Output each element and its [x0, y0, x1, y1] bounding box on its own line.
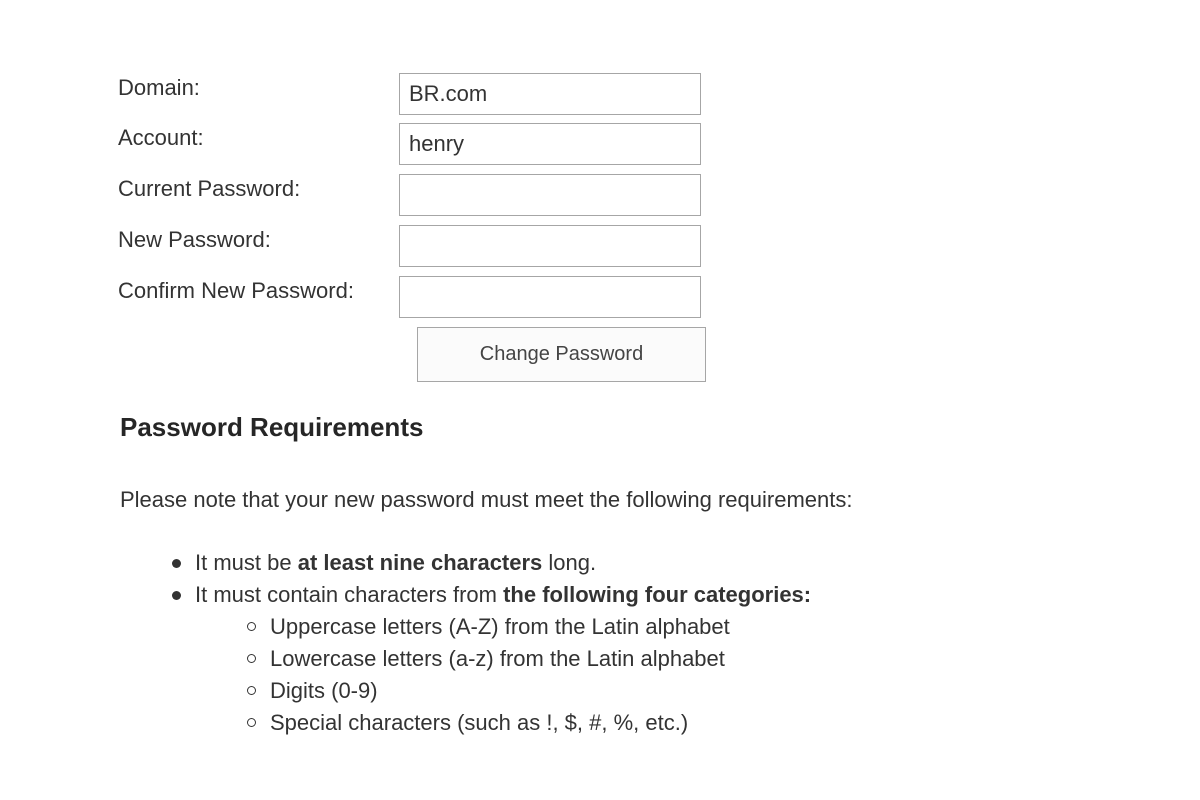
category-item	[245, 707, 811, 739]
bullet-disc-icon	[172, 559, 181, 568]
bullet-circle-icon	[247, 718, 256, 727]
requirement-emphasis: the following four categories:	[503, 582, 812, 607]
requirements-intro: Please note that your new password must meet the following requirements:	[120, 487, 853, 512]
bullet-disc-icon	[172, 591, 181, 600]
confirm-password-label: Confirm New Password:	[118, 278, 354, 303]
requirement-text: It must be	[195, 550, 298, 575]
account-input[interactable]	[399, 123, 701, 165]
new-password-label: New Password:	[118, 227, 271, 252]
requirement-emphasis: at least nine characters	[297, 550, 543, 575]
current-password-label: Current Password:	[118, 176, 301, 201]
category-text: Uppercase letters (A-Z) from the Latin alphabet	[270, 614, 730, 639]
category-item	[245, 643, 811, 675]
requirement-item-categories	[170, 579, 811, 739]
account-row	[118, 123, 718, 165]
requirement-item-length	[170, 547, 811, 579]
category-text: Lowercase letters (a-z) from the Latin alphabet	[270, 646, 725, 671]
categories-list	[195, 611, 811, 739]
confirm-password-input[interactable]	[399, 276, 701, 318]
requirement-text: long.	[542, 550, 597, 575]
current-password-row	[118, 174, 718, 216]
current-password-input[interactable]	[399, 174, 701, 216]
domain-input[interactable]	[399, 73, 701, 115]
bullet-circle-icon	[247, 686, 256, 695]
category-text: Special characters (such as !, $, #, %, etc.)	[270, 710, 689, 735]
bullet-circle-icon	[247, 622, 256, 631]
requirements-list	[170, 547, 811, 739]
requirement-text: It must contain characters from	[195, 582, 504, 607]
account-label: Account:	[118, 125, 204, 150]
category-item	[245, 611, 811, 643]
category-text: Digits (0-9)	[270, 678, 378, 703]
new-password-row	[118, 225, 718, 267]
new-password-input[interactable]	[399, 225, 701, 267]
domain-row	[118, 73, 718, 115]
category-item	[245, 675, 811, 707]
domain-label: Domain:	[118, 75, 200, 100]
change-password-button[interactable]: Change Password	[417, 327, 706, 382]
bullet-circle-icon	[247, 654, 256, 663]
requirements-heading: Password Requirements	[120, 412, 424, 442]
confirm-password-row	[118, 276, 718, 318]
